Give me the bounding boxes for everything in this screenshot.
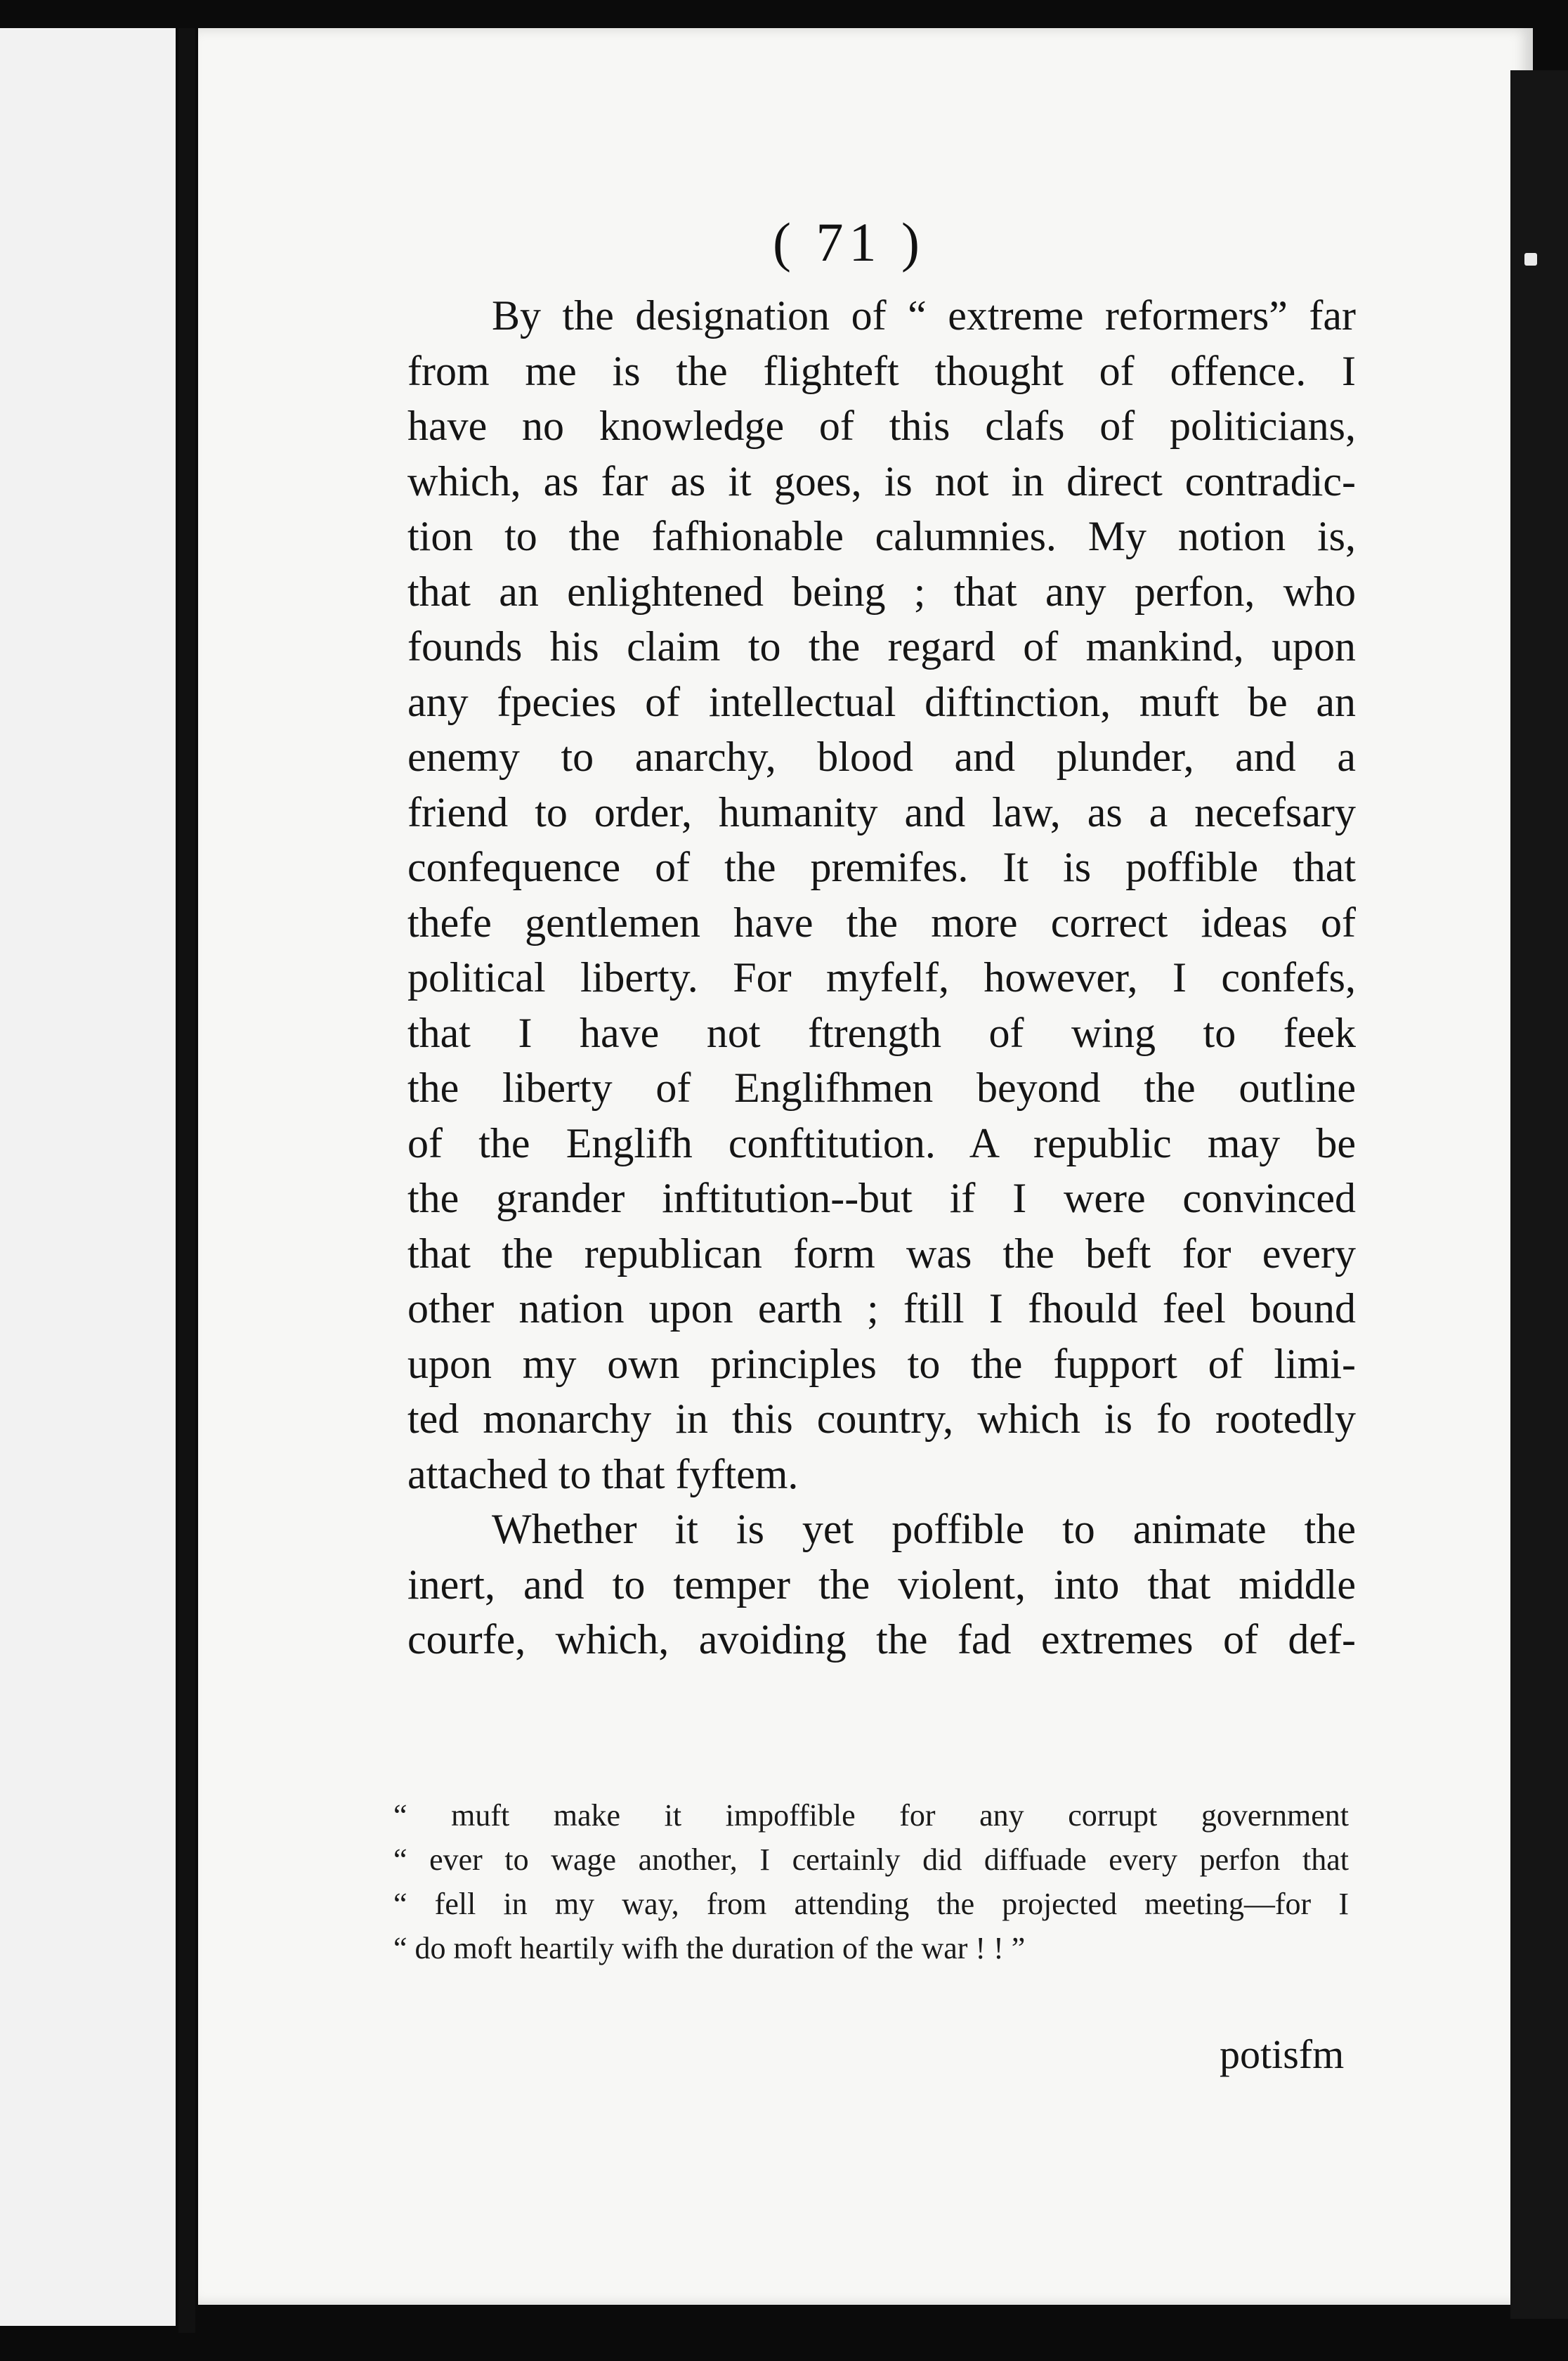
facing-page-margin xyxy=(0,28,176,2326)
text-line: Whether it is yet poffible to animate the xyxy=(492,1506,1356,1552)
book-gutter xyxy=(178,28,195,2333)
text-line: ted monarchy in this country, which is fo rootedly xyxy=(407,1396,1356,1442)
text-line: founds his claim to the regard of mankind, upon xyxy=(407,623,1356,670)
text-line: confequence of the premifes. It is poffible that xyxy=(407,844,1356,890)
main-text xyxy=(407,288,1356,1667)
page-number: ( 71 ) xyxy=(773,212,925,273)
text-line: of the Englifh conftitution. A republic may be xyxy=(407,1119,1356,1166)
page-edge-shadow xyxy=(1510,70,1568,2319)
text-line: that I have not ftrength of wing to feek xyxy=(407,1009,1356,1056)
text-line: inert, and to temper the violent, into that middle xyxy=(407,1561,1356,1608)
text-line: “ fell in my way, from attending the projected meeting—for I xyxy=(393,1887,1349,1921)
text-line: have no knowledge of this clafs of politicians, xyxy=(407,403,1356,449)
text-line: enemy to anarchy, blood and plunder, and a xyxy=(407,734,1356,780)
text-line: attached to that fyftem. xyxy=(407,1450,799,1497)
text-line: the grander inftitution--but if I were convinced xyxy=(407,1175,1356,1221)
text-line: friend to order, humanity and law, as a necefsary xyxy=(407,788,1356,835)
text-line: which, as far as it goes, is not in direct contradic- xyxy=(407,457,1356,505)
text-line: “ muft make it impoffible for any corrupt government xyxy=(393,1798,1349,1833)
text-line: the liberty of Englifhmen beyond the outline xyxy=(407,1065,1356,1111)
paragraph-1 xyxy=(407,288,1356,1502)
text-line: any fpecies of intellectual diftinction, muft be an xyxy=(407,678,1356,725)
text-line: from me is the flighteft thought of offence. I xyxy=(407,347,1356,394)
catchword: potisfm xyxy=(1220,2031,1345,2077)
text-line: upon my own principles to the fupport of limi- xyxy=(407,1340,1356,1387)
paragraph-2 xyxy=(407,1502,1356,1667)
text-line: that the republican form was the beft for every xyxy=(407,1230,1356,1277)
text-line: that an enlightened being ; that any perfon, who xyxy=(407,568,1356,615)
text-line: tion to the fafhionable calumnies. My notion is, xyxy=(407,513,1356,559)
text-line: “ ever to wage another, I certainly did diffuade every perfon that xyxy=(393,1842,1349,1877)
text-line: courfe, which, avoiding the fad extremes of def- xyxy=(407,1616,1356,1663)
text-line: “ do moft heartily wifh the duration of the war ! ! ” xyxy=(393,1931,1026,1965)
edge-mark xyxy=(1524,253,1537,266)
text-line: By the designation of “ extreme reformers” far xyxy=(492,292,1356,339)
text-line: other nation upon earth ; ftill I fhould feel bound xyxy=(407,1285,1356,1332)
footnote xyxy=(393,1793,1349,1970)
text-line: political liberty. For myfelf, however, I confefs, xyxy=(407,954,1356,1001)
text-line: thefe gentlemen have the more correct ideas of xyxy=(407,899,1356,946)
